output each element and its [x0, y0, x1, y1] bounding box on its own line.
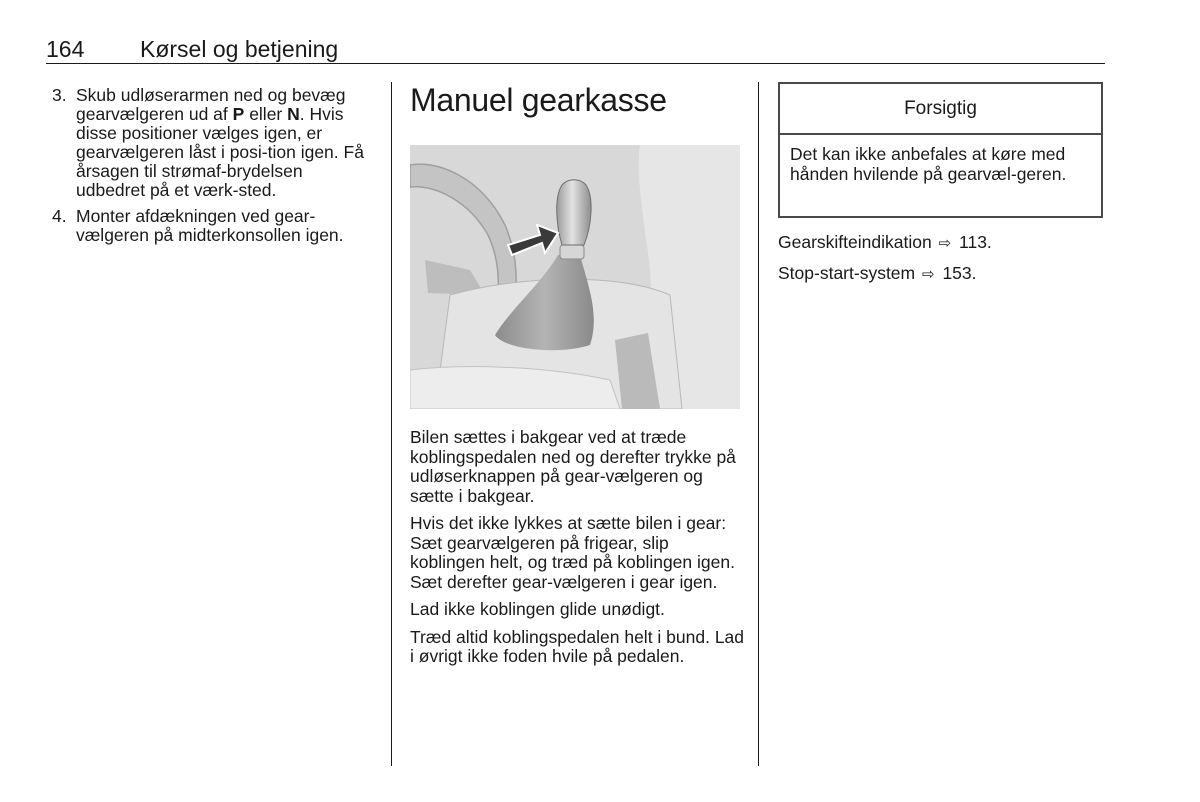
reference-label: Gearskifteindikation	[778, 232, 932, 252]
reference-stop-start-system[interactable]	[778, 263, 1108, 285]
step-text	[76, 86, 372, 200]
page-reference-arrow-icon: ⇨	[938, 235, 952, 252]
paragraph: Træd altid koblingspedalen helt i bund. Lad i øvrigt ikke foden hvile på pedalen.	[410, 626, 745, 666]
text-run: eller	[244, 104, 288, 124]
caution-heading: Forsigtig	[780, 84, 1101, 135]
caution-text: Det kan ikke anbefales at køre med hånden hvilende på gearvæl-geren.	[790, 144, 1067, 184]
reference-page: 113.	[959, 232, 992, 252]
paragraph: Hvis det ikke lykkes at sætte bilen i gear: Sæt gearvælgeren på frigear, slip koblingen helt, og træd på koblingen igen. Sæt derefter gear-vælgeren i gear igen.	[410, 513, 735, 592]
body-text	[410, 428, 745, 675]
step-text: Monter afdækningen ved gear-vælgeren på midterkonsollen igen.	[76, 206, 344, 245]
page-number: 164	[46, 36, 85, 62]
running-title: Kørsel og betjening	[140, 36, 339, 62]
text-run: Skub udløserarmen ned og bevæg gearvælgeren ud af	[76, 85, 346, 124]
step-number: 3.	[52, 85, 67, 105]
list-item	[52, 207, 372, 245]
step-number: 4.	[52, 206, 67, 226]
header-rule	[46, 63, 1105, 64]
column-divider-right	[758, 82, 759, 766]
paragraph: Bilen sættes i bakgear ved at træde koblingspedalen ned og derefter trykke på udløserknappen på gear-vælgeren og sætte i bakgear.	[410, 427, 736, 506]
knob-collar	[560, 245, 584, 259]
column-divider-left	[391, 82, 392, 766]
cross-references	[778, 232, 1108, 294]
text-run: . Hvis disse positioner vælges igen, er gearvælgeren låst i posi-tion igen. Få årsagen til strømaf-brydelsen udbedret på et værk-sted.	[76, 104, 364, 200]
caution-box	[778, 82, 1103, 218]
list-item	[52, 86, 372, 200]
gear-lever-illustration	[410, 145, 740, 409]
reference-page: 153.	[942, 263, 977, 283]
reference-gearskifteindikation[interactable]	[778, 232, 1108, 254]
section-title: Manuel gearkasse	[410, 82, 667, 118]
paragraph: Lad ikke koblingen glide unødigt.	[410, 599, 665, 619]
position-n: N	[287, 104, 300, 124]
page-reference-arrow-icon: ⇨	[922, 266, 935, 283]
reference-label: Stop-start-system	[778, 263, 916, 283]
step-list	[52, 86, 372, 252]
gear-knob	[557, 180, 591, 245]
position-p: P	[232, 104, 245, 124]
